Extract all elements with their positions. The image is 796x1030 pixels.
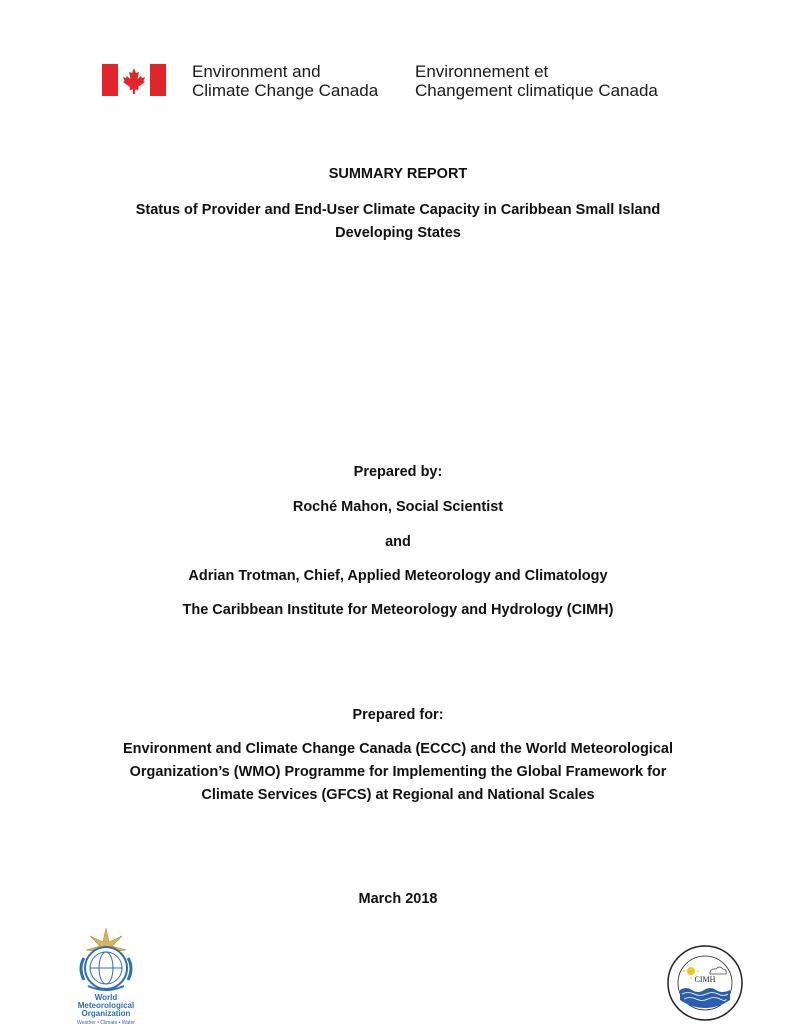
org-name-french xyxy=(415,62,658,100)
org-name-english-line2: Climate Change Canada xyxy=(192,81,379,100)
prepared-by-label: Prepared by: xyxy=(353,464,443,480)
report-date: March 2018 xyxy=(358,891,438,907)
prepared-for-label: Prepared for: xyxy=(352,707,444,723)
institution: The Caribbean Institute for Meteorology and Hydrology (CIMH) xyxy=(182,602,614,618)
author-1: Roché Mahon, Social Scientist xyxy=(292,499,504,515)
prepared-for-line1: Environment and Climate Change Canada (ECCC) and the World Meteorological xyxy=(123,741,673,757)
org-name-french-line1: Environnement et xyxy=(415,62,549,81)
wmo-logo xyxy=(64,928,148,1026)
prepared-for-line3: Climate Services (GFCS) at Regional and National Scales xyxy=(201,787,595,803)
sun-icon xyxy=(687,967,695,975)
prepared-for-line2: Organization’s (WMO) Programme for Implementing the Global Framework for xyxy=(129,764,667,780)
org-name-french-line2: Changement climatique Canada xyxy=(415,81,658,100)
org-name-english xyxy=(192,62,378,100)
government-header xyxy=(0,0,796,110)
wmo-name-line3: Organization xyxy=(81,1009,131,1018)
canada-flag-icon xyxy=(102,64,166,96)
wmo-name-line2: Meteorological xyxy=(77,1001,135,1010)
report-title-line1: Status of Provider and End-User Climate Capacity in Caribbean Small Island xyxy=(135,202,661,218)
cimh-name: CIMH xyxy=(694,975,716,984)
cimh-logo xyxy=(666,944,744,1022)
wmo-tagline: Weather • Climate • Water xyxy=(77,1020,135,1026)
and-connector: and xyxy=(385,534,411,550)
author-2: Adrian Trotman, Chief, Applied Meteorology and Climatology xyxy=(188,568,608,584)
report-title-line2: Developing States xyxy=(335,225,461,241)
report-type: SUMMARY REPORT xyxy=(328,166,468,182)
org-name-english-line1: Environment and xyxy=(192,62,321,81)
wmo-name-line1: World xyxy=(94,993,118,1002)
